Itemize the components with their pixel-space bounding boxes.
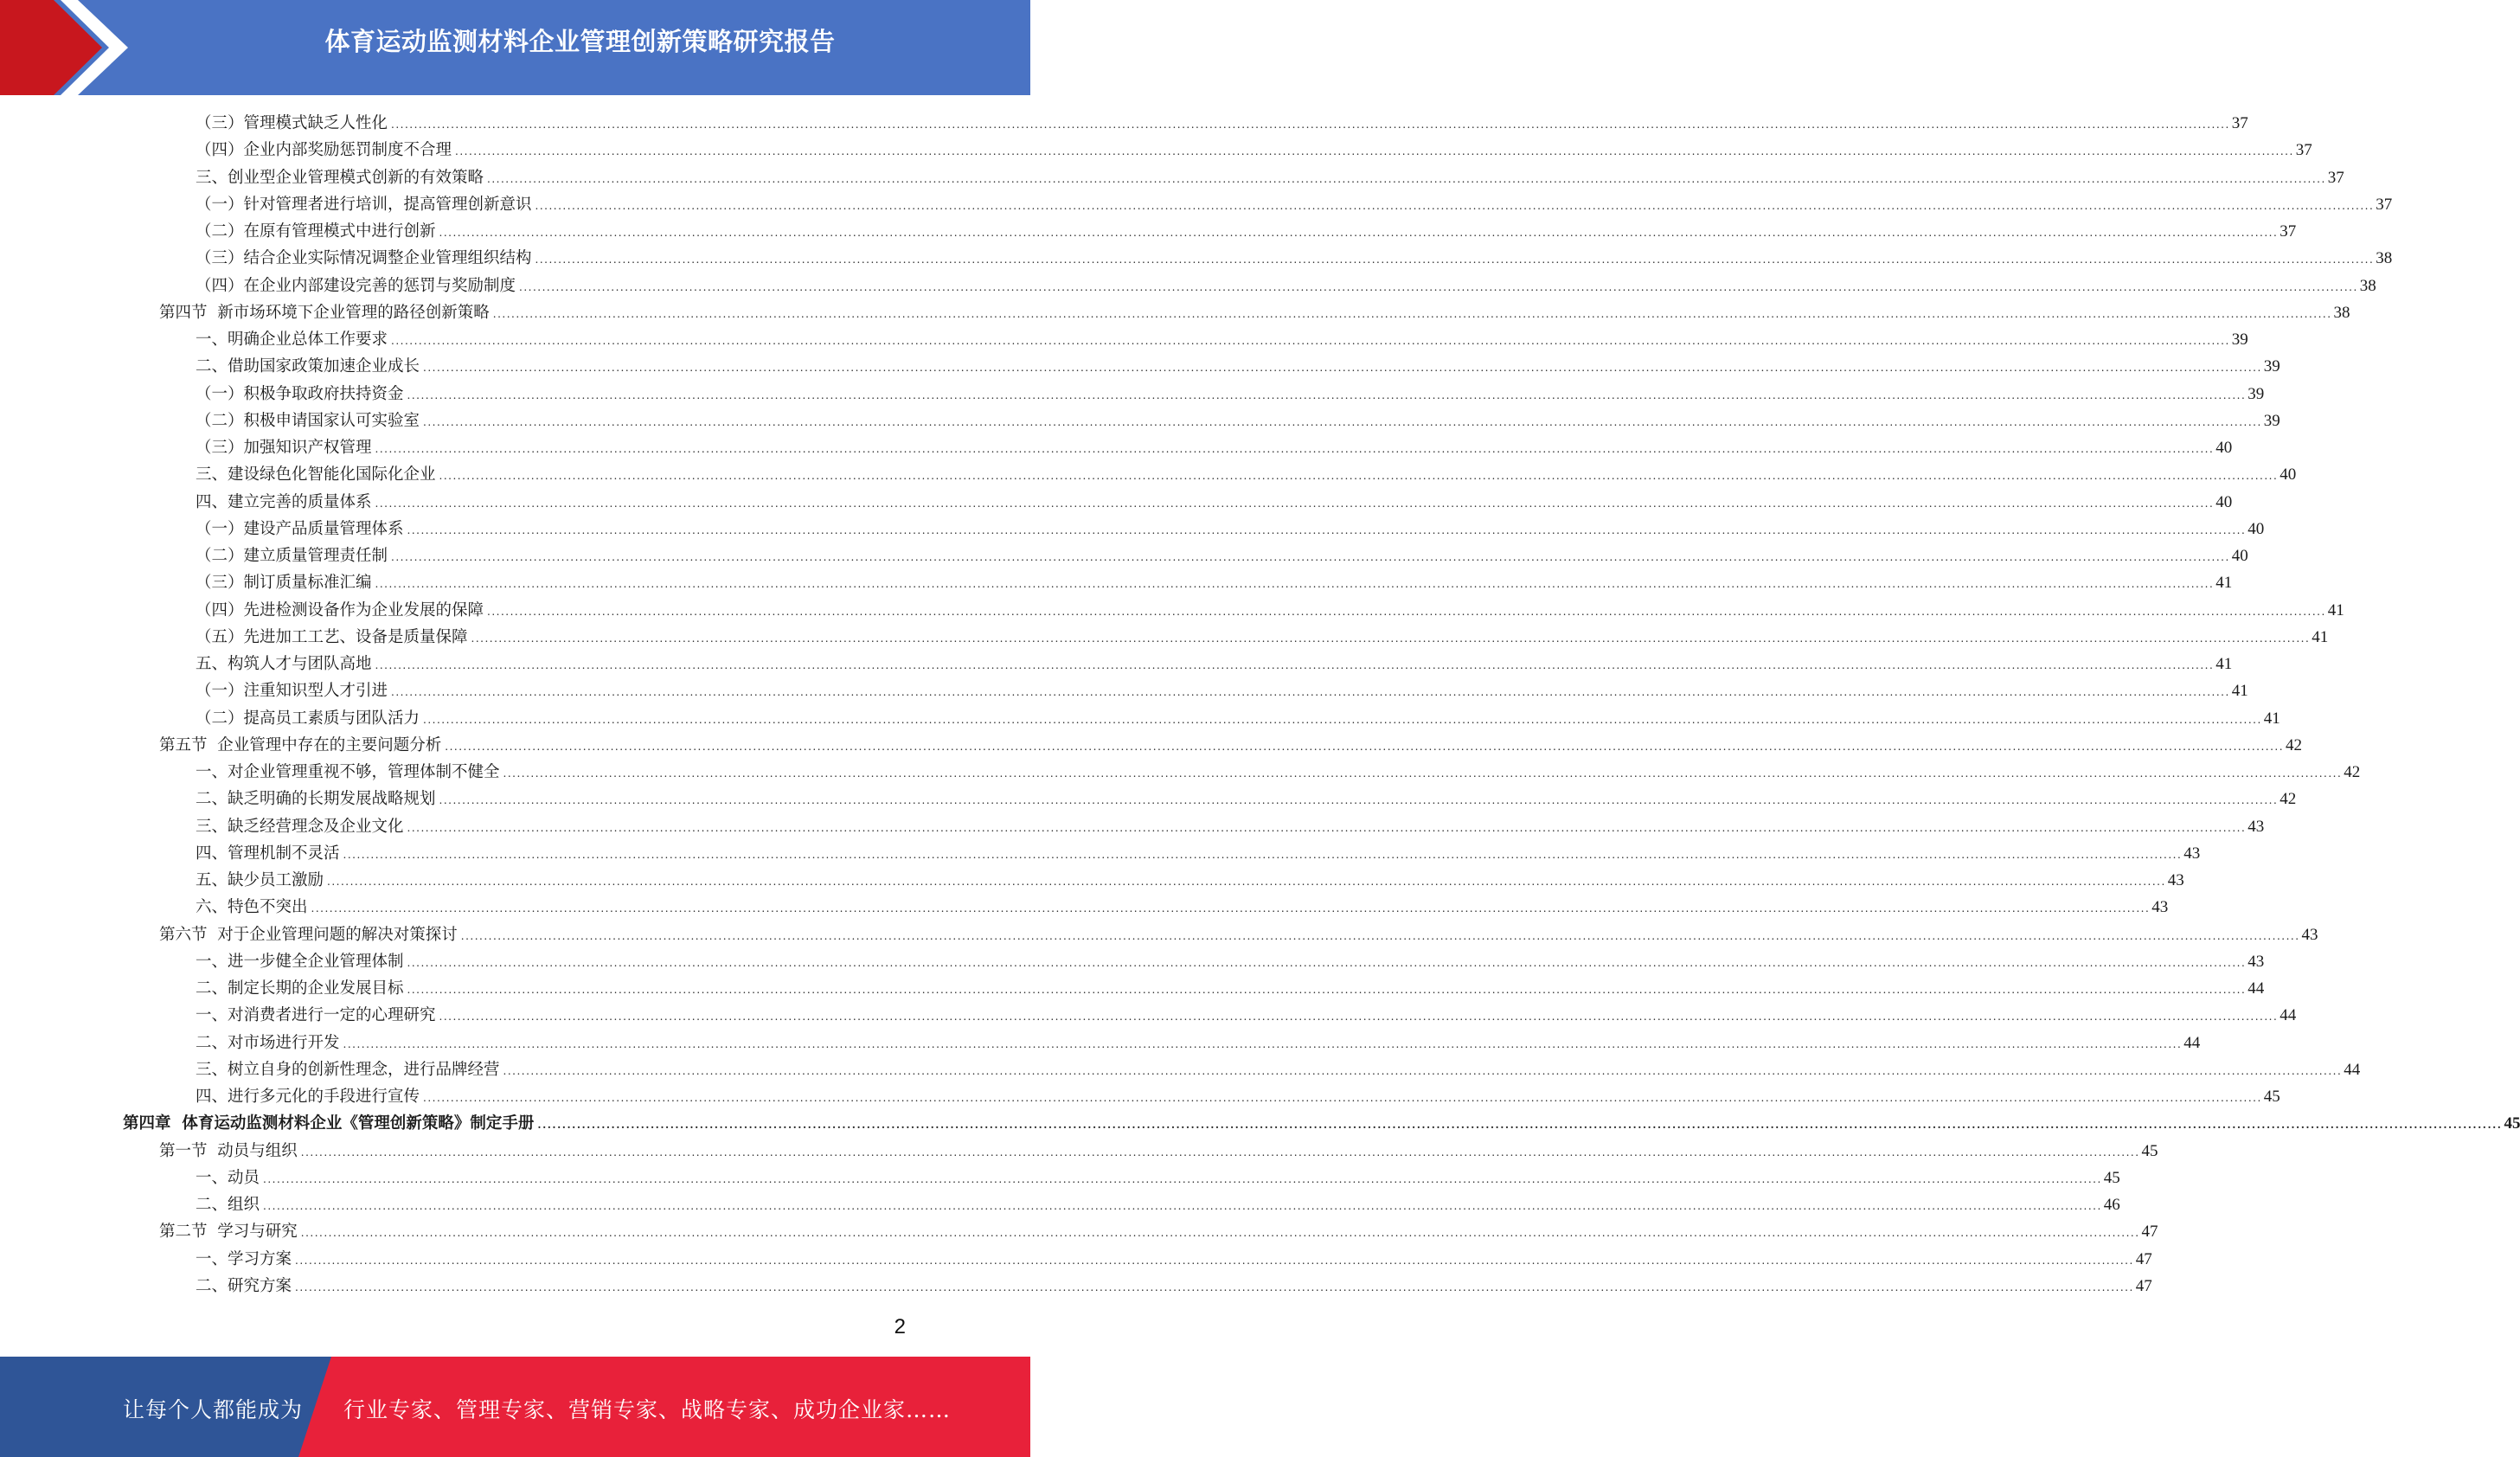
toc-entry-page: 39 (2263, 411, 2280, 430)
footer-slogan-left: 让每个人都能成为 (123, 1397, 304, 1422)
toc-entry-title: 五、构筑人才与团队高地 (196, 655, 372, 673)
toc-entry[interactable] (196, 1273, 2152, 1300)
document-title: 体育运动监测材料企业管理创新策略研究报告 (324, 27, 836, 56)
toc-dot-leader: ................................................................................................................................................................................................................................................................................................................................................................................................................ (492, 307, 2332, 320)
toc-entry[interactable] (196, 137, 2312, 164)
toc-entry-title: （二）建立质量管理责任制 (196, 547, 388, 565)
toc-entry[interactable] (196, 1165, 2120, 1191)
toc-entry-page: 39 (2231, 331, 2248, 349)
toc-entry-title: 第五节 企业管理中存在的主要问题分析 (159, 735, 442, 754)
toc-entry[interactable] (196, 326, 2248, 353)
toc-entry[interactable] (196, 1056, 2361, 1083)
toc-entry[interactable] (196, 975, 2265, 1002)
toc-dot-leader: ................................................................................................................................................................................................................................................................................................................................................................................................................ (391, 551, 2230, 563)
toc-entry-title: 三、创业型企业管理模式创新的有效策略 (196, 168, 484, 187)
toc-dot-leader: ................................................................................................................................................................................................................................................................................................................................................................................................................ (519, 280, 2358, 293)
toc-entry[interactable] (196, 894, 2169, 921)
toc-entry-page: 43 (2247, 817, 2265, 836)
toc-entry-title: 二、缺乏明确的长期发展战略规划 (196, 790, 436, 809)
toc-entry-page: 44 (2183, 1033, 2201, 1052)
toc-entry-title: 四、建立完善的质量体系 (196, 492, 372, 511)
toc-entry[interactable] (159, 1218, 2158, 1245)
toc-entry-page: 44 (2280, 1006, 2297, 1025)
toc-entry-title: （四）企业内部奖励惩罚制度不合理 (196, 141, 452, 160)
toc-entry[interactable] (196, 516, 2265, 542)
toc-entry-page: 40 (2215, 439, 2233, 457)
toc-entry-title: 第一节 动员与组织 (159, 1141, 298, 1160)
toc-dot-leader: ................................................................................................................................................................................................................................................................................................................................................................................................................ (537, 1119, 2503, 1132)
toc-entry-page: 37 (2295, 141, 2312, 160)
toc-entry-title: （一）建设产品质量管理体系 (196, 519, 404, 538)
toc-dot-leader: ................................................................................................................................................................................................................................................................................................................................................................................................................ (311, 902, 2151, 915)
toc-dot-leader: ................................................................................................................................................................................................................................................................................................................................................................................................................ (423, 713, 2262, 726)
toc-entry-page: 41 (2312, 627, 2329, 646)
toc-entry[interactable] (196, 381, 2265, 408)
toc-entry-page: 37 (2376, 195, 2393, 214)
toc-entry[interactable] (196, 1002, 2297, 1029)
header-arrow-decoration (0, 0, 138, 95)
toc-entry-page: 40 (2231, 547, 2248, 565)
page-header (0, 0, 1030, 95)
toc-dot-leader: ................................................................................................................................................................................................................................................................................................................................................................................................................ (407, 984, 2247, 996)
toc-entry-title: 第二节 学习与研究 (159, 1223, 298, 1242)
toc-entry-title: 二、组织 (196, 1196, 260, 1214)
toc-entry[interactable] (196, 1030, 2201, 1056)
toc-dot-leader: ................................................................................................................................................................................................................................................................................................................................................................................................................ (423, 362, 2262, 375)
toc-entry-title: 一、动员 (196, 1168, 260, 1187)
toc-entry[interactable] (196, 1246, 2152, 1273)
toc-entry-page: 40 (2215, 492, 2233, 511)
toc-dot-leader: ................................................................................................................................................................................................................................................................................................................................................................................................................ (407, 821, 2247, 834)
toc-entry[interactable] (196, 1191, 2120, 1218)
toc-entry-page: 38 (2359, 276, 2376, 295)
toc-entry[interactable] (196, 624, 2329, 651)
toc-entry-page: 40 (2247, 519, 2265, 538)
toc-entry-page: 47 (2135, 1249, 2152, 1268)
toc-entry-page: 43 (2247, 952, 2265, 971)
toc-dot-leader: ................................................................................................................................................................................................................................................................................................................................................................................................................ (375, 659, 2215, 671)
toc-dot-leader: ................................................................................................................................................................................................................................................................................................................................................................................................................ (487, 172, 2326, 185)
toc-entry-page: 38 (2376, 249, 2393, 268)
toc-entry[interactable] (159, 921, 2318, 948)
toc-entry-title: 第四节 新市场环境下企业管理的路径创新策略 (159, 303, 490, 322)
toc-entry[interactable] (196, 461, 2297, 488)
toc-entry-title: 第四章 体育运动监测材料企业《管理创新策略》制定手册 (123, 1114, 535, 1133)
toc-entry-title: 二、研究方案 (196, 1276, 292, 1295)
toc-entry-page: 42 (2280, 790, 2297, 809)
toc-dot-leader: ................................................................................................................................................................................................................................................................................................................................................................................................................ (423, 1092, 2262, 1104)
page-footer (0, 1357, 1030, 1457)
toc-entry-title: 一、对企业管理重视不够，管理体制不健全 (196, 763, 500, 781)
toc-dot-leader: ................................................................................................................................................................................................................................................................................................................................................................................................................ (391, 335, 2230, 347)
toc-entry-page: 37 (2327, 168, 2344, 187)
toc-entry-page: 47 (2135, 1276, 2152, 1295)
toc-dot-leader: ................................................................................................................................................................................................................................................................................................................................................................................................................ (407, 956, 2247, 969)
toc-entry[interactable] (196, 434, 2233, 461)
toc-dot-leader: ................................................................................................................................................................................................................................................................................................................................................................................................................ (471, 632, 2311, 645)
toc-entry-page: 43 (2301, 925, 2318, 944)
toc-dot-leader: ................................................................................................................................................................................................................................................................................................................................................................................................................ (439, 227, 2279, 239)
toc-entry[interactable] (196, 408, 2280, 434)
toc-entry-page: 41 (2263, 709, 2280, 728)
toc-dot-leader: ................................................................................................................................................................................................................................................................................................................................................................................................................ (487, 605, 2326, 618)
toc-dot-leader: ................................................................................................................................................................................................................................................................................................................................................................................................................ (263, 1200, 2102, 1212)
page-number: 2 (894, 1315, 906, 1338)
toc-entry[interactable] (196, 786, 2297, 812)
toc-entry-title: （二）提高员工素质与团队活力 (196, 709, 420, 728)
toc-entry[interactable] (159, 732, 2303, 759)
toc-entry[interactable] (196, 569, 2233, 596)
toc-entry-title: 一、明确企业总体工作要求 (196, 331, 388, 349)
toc-entry-title: （三）管理模式缺乏人性化 (196, 114, 388, 132)
toc-entry-title: （一）注重知识型人才引进 (196, 682, 388, 701)
footer-slogan-right: 行业专家、管理专家、营销专家、战略专家、成功企业家…… (343, 1397, 952, 1422)
toc-dot-leader: ................................................................................................................................................................................................................................................................................................................................................................................................................ (343, 1037, 2183, 1050)
toc-entry-page: 43 (2151, 898, 2169, 917)
toc-dot-leader: ................................................................................................................................................................................................................................................................................................................................................................................................................ (327, 876, 2166, 888)
toc-entry-page: 46 (2103, 1196, 2120, 1214)
toc-dot-leader: ................................................................................................................................................................................................................................................................................................................................................................................................................ (375, 497, 2215, 510)
toc-entry-page: 42 (2286, 735, 2303, 754)
toc-entry[interactable] (159, 1138, 2158, 1165)
toc-entry[interactable] (196, 948, 2265, 975)
toc-entry[interactable] (196, 273, 2376, 299)
toc-dot-leader: ................................................................................................................................................................................................................................................................................................................................................................................................................ (535, 199, 2375, 212)
toc-entry[interactable] (196, 1083, 2280, 1110)
toc-entry[interactable] (196, 867, 2184, 894)
toc-dot-leader: ................................................................................................................................................................................................................................................................................................................................................................................................................ (407, 388, 2247, 401)
toc-entry-title: 一、学习方案 (196, 1249, 292, 1268)
toc-entry-page: 47 (2141, 1223, 2158, 1242)
toc-entry-page: 41 (2231, 682, 2248, 701)
toc-entry-title: 一、对消费者进行一定的心理研究 (196, 1006, 436, 1025)
toc-entry-page: 37 (2280, 222, 2297, 241)
toc-entry-page: 45 (2141, 1141, 2158, 1160)
toc-entry-page: 40 (2280, 465, 2297, 485)
toc-entry-title: （二）在原有管理模式中进行创新 (196, 222, 436, 241)
toc-entry-title: 三、缺乏经营理念及企业文化 (196, 817, 404, 836)
toc-entry-title: 二、对市场进行开发 (196, 1033, 340, 1052)
toc-entry-page: 43 (2167, 871, 2184, 889)
toc-entry-title: 六、特色不突出 (196, 898, 308, 917)
toc-entry-title: （四）先进检测设备作为企业发展的保障 (196, 600, 484, 619)
toc-entry-page: 45 (2263, 1088, 2280, 1106)
toc-dot-leader: ................................................................................................................................................................................................................................................................................................................................................................................................................ (445, 740, 2285, 753)
toc-dot-leader: ................................................................................................................................................................................................................................................................................................................................................................................................................ (503, 767, 2343, 780)
toc-entry-page: 45 (2504, 1114, 2520, 1133)
toc-entry-title: （三）加强知识产权管理 (196, 439, 372, 457)
toc-entry[interactable] (196, 759, 2361, 786)
toc-entry-title: （二）积极申请国家认可实验室 (196, 411, 420, 430)
toc-entry-title: （四）在企业内部建设完善的惩罚与奖励制度 (196, 276, 516, 295)
toc-entry[interactable] (196, 542, 2248, 569)
toc-entry[interactable] (196, 164, 2344, 191)
toc-entry-page: 44 (2247, 979, 2265, 998)
toc-dot-leader: ................................................................................................................................................................................................................................................................................................................................................................................................................ (455, 145, 2294, 158)
toc-dot-leader: ................................................................................................................................................................................................................................................................................................................................................................................................................ (460, 929, 2300, 942)
toc-dot-leader: ................................................................................................................................................................................................................................................................................................................................................................................................................ (300, 1146, 2140, 1159)
toc-dot-leader: ................................................................................................................................................................................................................................................................................................................................................................................................................ (375, 578, 2215, 591)
toc-entry[interactable] (196, 651, 2233, 677)
toc-entry-page: 45 (2103, 1168, 2120, 1187)
toc-entry-title: （三）制订质量标准汇编 (196, 574, 372, 593)
toc-entry[interactable] (159, 299, 2350, 326)
toc-entry-page: 37 (2231, 114, 2248, 132)
toc-entry[interactable] (196, 110, 2248, 137)
toc-entry[interactable] (196, 218, 2297, 245)
toc-entry-page: 41 (2215, 574, 2233, 593)
toc-dot-leader: ................................................................................................................................................................................................................................................................................................................................................................................................................ (439, 470, 2279, 483)
toc-entry-title: 五、缺少员工激励 (196, 871, 324, 889)
toc-entry[interactable] (196, 191, 2393, 218)
toc-dot-leader: ................................................................................................................................................................................................................................................................................................................................................................................................................ (423, 415, 2262, 428)
toc-entry[interactable] (196, 677, 2248, 704)
toc-entry-title: 三、建设绿色化智能化国际化企业 (196, 465, 436, 485)
toc-dot-leader: ................................................................................................................................................................................................................................................................................................................................................................................................................ (503, 1064, 2343, 1077)
toc-entry[interactable] (196, 245, 2393, 272)
toc-entry-title: （五）先进加工工艺、设备是质量保障 (196, 627, 468, 646)
toc-entry-page: 44 (2344, 1060, 2361, 1079)
toc-entry[interactable] (196, 597, 2344, 624)
toc-entry-page: 39 (2263, 357, 2280, 376)
toc-entry-page: 38 (2333, 303, 2350, 322)
toc-dot-leader: ................................................................................................................................................................................................................................................................................................................................................................................................................ (439, 1011, 2279, 1024)
toc-entry-page: 43 (2183, 844, 2201, 863)
toc-dot-leader: ................................................................................................................................................................................................................................................................................................................................................................................................................ (391, 119, 2230, 131)
toc-entry[interactable] (196, 840, 2201, 867)
toc-entry-title: 一、进一步健全企业管理体制 (196, 952, 404, 971)
toc-entry[interactable] (123, 1110, 2520, 1137)
toc-dot-leader: ................................................................................................................................................................................................................................................................................................................................................................................................................ (391, 686, 2230, 699)
toc-entry[interactable] (196, 705, 2280, 732)
toc-entry-title: 第六节 对于企业管理问题的解决对策探讨 (159, 925, 458, 944)
toc-dot-leader: ................................................................................................................................................................................................................................................................................................................................................................................................................ (375, 443, 2215, 455)
toc-dot-leader: ................................................................................................................................................................................................................................................................................................................................................................................................................ (407, 523, 2247, 536)
toc-entry-page: 41 (2215, 655, 2233, 673)
toc-entry-title: 二、制定长期的企业发展目标 (196, 979, 404, 998)
toc-entry-title: （三）结合企业实际情况调整企业管理组织结构 (196, 249, 532, 268)
toc-dot-leader: ................................................................................................................................................................................................................................................................................................................................................................................................................ (295, 1280, 2134, 1293)
toc-entry-title: 四、管理机制不灵活 (196, 844, 340, 863)
toc-entry-title: 二、借助国家政策加速企业成长 (196, 357, 420, 376)
toc-dot-leader: ................................................................................................................................................................................................................................................................................................................................................................................................................ (300, 1227, 2140, 1240)
toc-entry-title: 四、进行多元化的手段进行宣传 (196, 1088, 420, 1106)
toc-entry[interactable] (196, 813, 2265, 840)
toc-dot-leader: ................................................................................................................................................................................................................................................................................................................................................................................................................ (439, 794, 2279, 807)
toc-entry[interactable] (196, 489, 2233, 516)
toc-dot-leader: ................................................................................................................................................................................................................................................................................................................................................................................................................ (535, 254, 2375, 266)
toc-entry[interactable] (196, 353, 2280, 380)
toc-entry-title: （一）积极争取政府扶持资金 (196, 384, 404, 403)
toc-entry-page: 42 (2344, 763, 2361, 781)
toc-dot-leader: ................................................................................................................................................................................................................................................................................................................................................................................................................ (295, 1254, 2134, 1267)
toc-entry-page: 39 (2247, 384, 2265, 403)
toc-entry-title: 三、树立自身的创新性理念，进行品牌经营 (196, 1060, 500, 1079)
toc-entry-page: 41 (2327, 600, 2344, 619)
toc-entry-title: （一）针对管理者进行培训，提高管理创新意识 (196, 195, 532, 214)
toc-dot-leader: ................................................................................................................................................................................................................................................................................................................................................................................................................ (263, 1172, 2102, 1185)
toc-dot-leader: ................................................................................................................................................................................................................................................................................................................................................................................................................ (343, 848, 2183, 861)
